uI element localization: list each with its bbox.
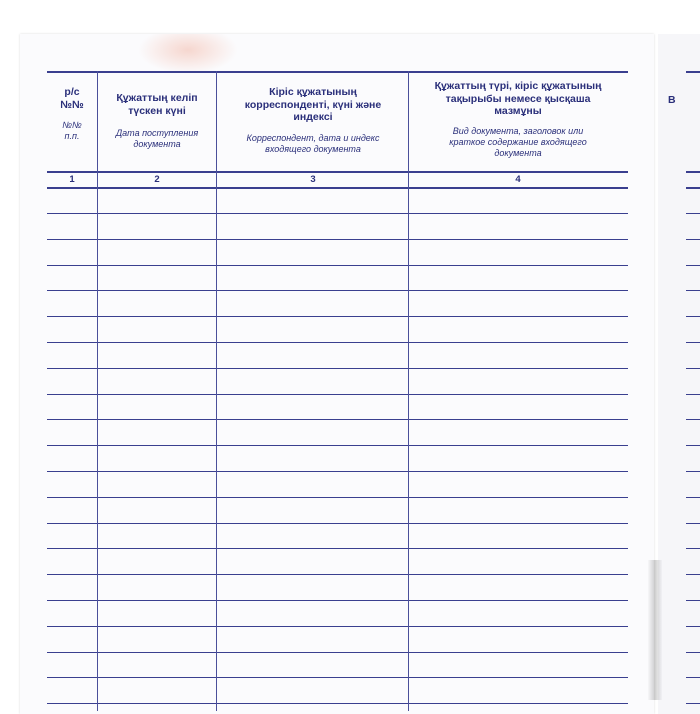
facing-page-rule [686,213,700,214]
col2-number: 2 [154,174,160,185]
facing-page-rule [686,368,700,369]
facing-page-rule [686,316,700,317]
facing-page-rule [686,548,700,549]
facing-page-rule [686,703,700,704]
col2-header-ru: Дата поступления документа [115,128,199,149]
table-row-rule [47,368,628,369]
col2-header [98,92,216,150]
facing-page-rule [686,71,700,73]
paper-stain [138,34,238,74]
table-row-rule [47,523,628,524]
table-row-rule [47,342,628,343]
facing-page-rule [686,290,700,291]
col3-header-ru: Корреспондент, дата и индекс входящего документа [246,132,380,154]
col1-header-ru: №№ п.п. [62,120,82,141]
col3-header-kz: Кіріс құжатының корреспонденті, күні және индексі [244,86,382,123]
table-top-rule [47,71,628,73]
facing-page-rule [686,171,700,173]
col1-number: 1 [69,174,75,185]
facing-page-rule [686,471,700,472]
table-row-rule [47,471,628,472]
facing-page-rule [686,523,700,524]
table-row-rule [47,316,628,317]
table-row-rule [47,600,628,601]
table-row-rule [47,394,628,395]
table-row-rule [47,290,628,291]
table-row-rule [47,213,628,214]
facing-page-rule [686,239,700,240]
table-row-rule [47,574,628,575]
col4-header-kz: Құжаттың түрі, кіріс құжатының тақырыбы немесе қысқаша мазмұны [434,80,602,117]
facing-page-rule [686,652,700,653]
col4-header [410,80,626,159]
table-row-rule [47,703,628,704]
table-row-rule [47,265,628,266]
table-row-rule [47,626,628,627]
facing-page-rule [686,677,700,678]
table-row-rule [47,497,628,498]
col4-header-ru: Вид документа, заголовок или краткое содержание входящего документа [449,125,587,158]
facing-page-rule [686,445,700,446]
table-row-rule [47,239,628,240]
col3-header [218,86,408,155]
column-divider [97,71,98,711]
header-bottom-rule [47,171,628,173]
column-divider [216,71,217,711]
column-divider [408,71,409,711]
col4-number: 4 [515,174,521,185]
spine-shadow [648,560,662,700]
table-row-rule [47,419,628,420]
facing-page-rule [686,600,700,601]
table-row-rule [47,652,628,653]
number-row-rule [47,187,628,189]
table-row-rule [47,677,628,678]
facing-page-rule [686,342,700,343]
table-row-rule [47,445,628,446]
facing-page-rule [686,419,700,420]
facing-page-rule [686,497,700,498]
col2-header-kz: Құжаттың келіп түскен күні [116,92,198,117]
facing-page-rule [686,574,700,575]
facing-page [658,34,700,714]
table-row-rule [47,548,628,549]
col3-number: 3 [310,174,316,185]
facing-page-rule [686,187,700,189]
facing-page-text: В [668,94,676,106]
facing-page-rule [686,265,700,266]
facing-page-rule [686,626,700,627]
journal-page [20,34,654,714]
facing-page-rule [686,394,700,395]
col1-header [47,86,97,142]
col1-header-kz: р/с №№ [60,86,84,111]
